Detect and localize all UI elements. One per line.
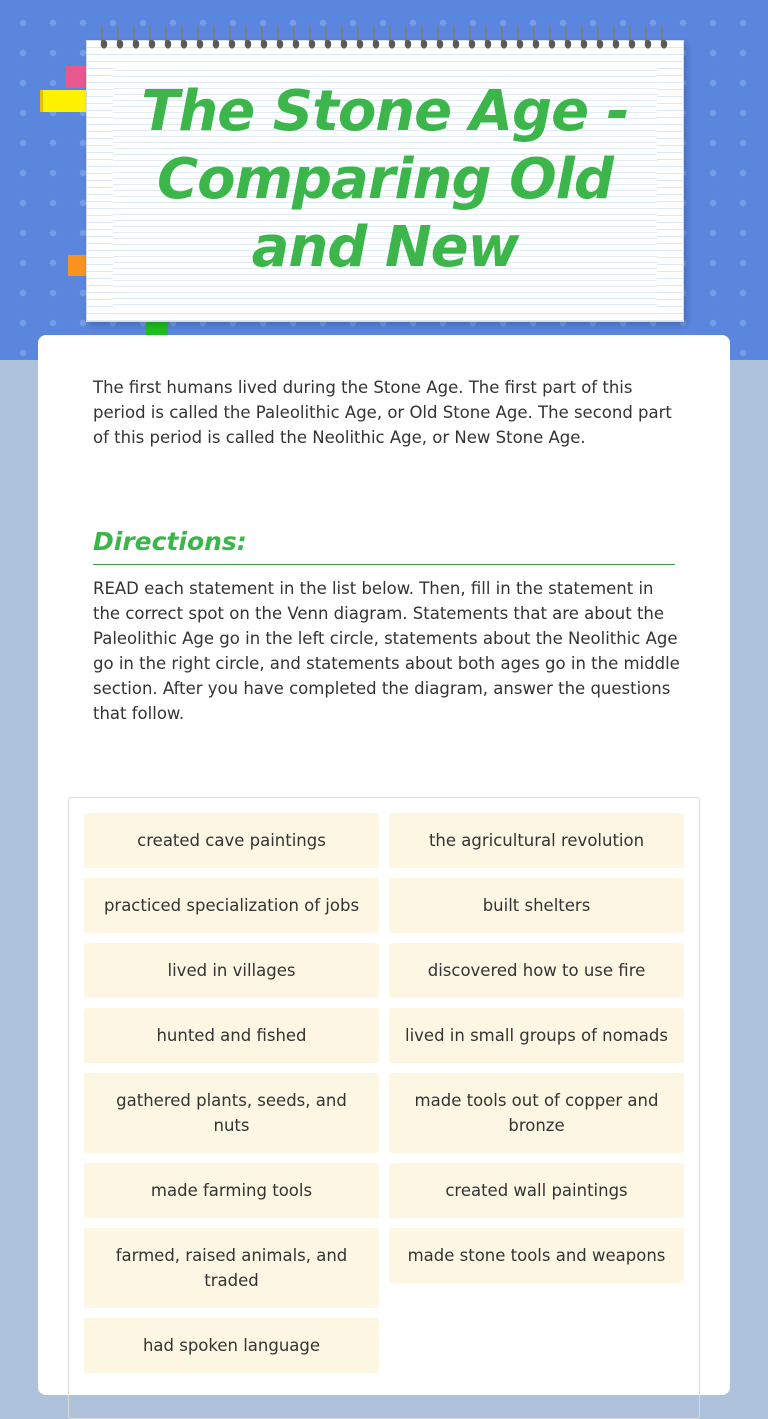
word-bank-item[interactable]: lived in villages [84,943,379,998]
worksheet-card [38,335,730,1395]
word-bank-item[interactable]: practiced specialization of jobs [84,878,379,933]
word-bank [68,797,700,1419]
word-bank-item[interactable]: farmed, raised animals, and traded [84,1228,379,1308]
word-bank-item[interactable]: had spoken language [84,1318,379,1373]
word-bank-item[interactable]: gathered plants, seeds, and nuts [84,1073,379,1153]
word-bank-item[interactable]: built shelters [389,878,684,933]
word-bank-item[interactable]: lived in small groups of nomads [389,1008,684,1063]
directions-heading: Directions: [93,527,675,565]
pink-tab-decoration [66,66,88,88]
word-bank-item[interactable]: made stone tools and weapons [389,1228,684,1283]
spiral-binding [96,26,676,52]
word-bank-item[interactable]: created wall paintings [389,1163,684,1218]
page-title: The Stone Age - Comparing Old and New [141,79,629,280]
orange-tab-decoration [68,255,88,276]
word-bank-left-column [84,813,379,1383]
directions-text: READ each statement in the list below. Then, fill in the statement in the correct spot on the Venn diagram. Statements that are about the Paleolithic Age go in the left circle, statements about the Neolithic Age go in the right circle, and statements about both ages go in the middle section. After you have completed the diagram, answer the questions that follow. [93,579,680,723]
yellow-tab-decoration [40,90,91,112]
word-bank-item[interactable]: hunted and fished [84,1008,379,1063]
word-bank-right-column [389,813,684,1293]
word-bank-item[interactable]: discovered how to use fire [389,943,684,998]
intro-text: The first humans lived during the Stone Age. The first part of this period is called the Paleolithic Age, or Old Stone Age. The second part of this period is called the Neolithic Age, or New Stone Age. [93,378,672,447]
word-bank-item[interactable]: the agricultural revolution [389,813,684,868]
word-bank-item[interactable]: created cave paintings [84,813,379,868]
word-bank-item[interactable]: made farming tools [84,1163,379,1218]
word-bank-item[interactable]: made tools out of copper and bronze [389,1073,684,1153]
